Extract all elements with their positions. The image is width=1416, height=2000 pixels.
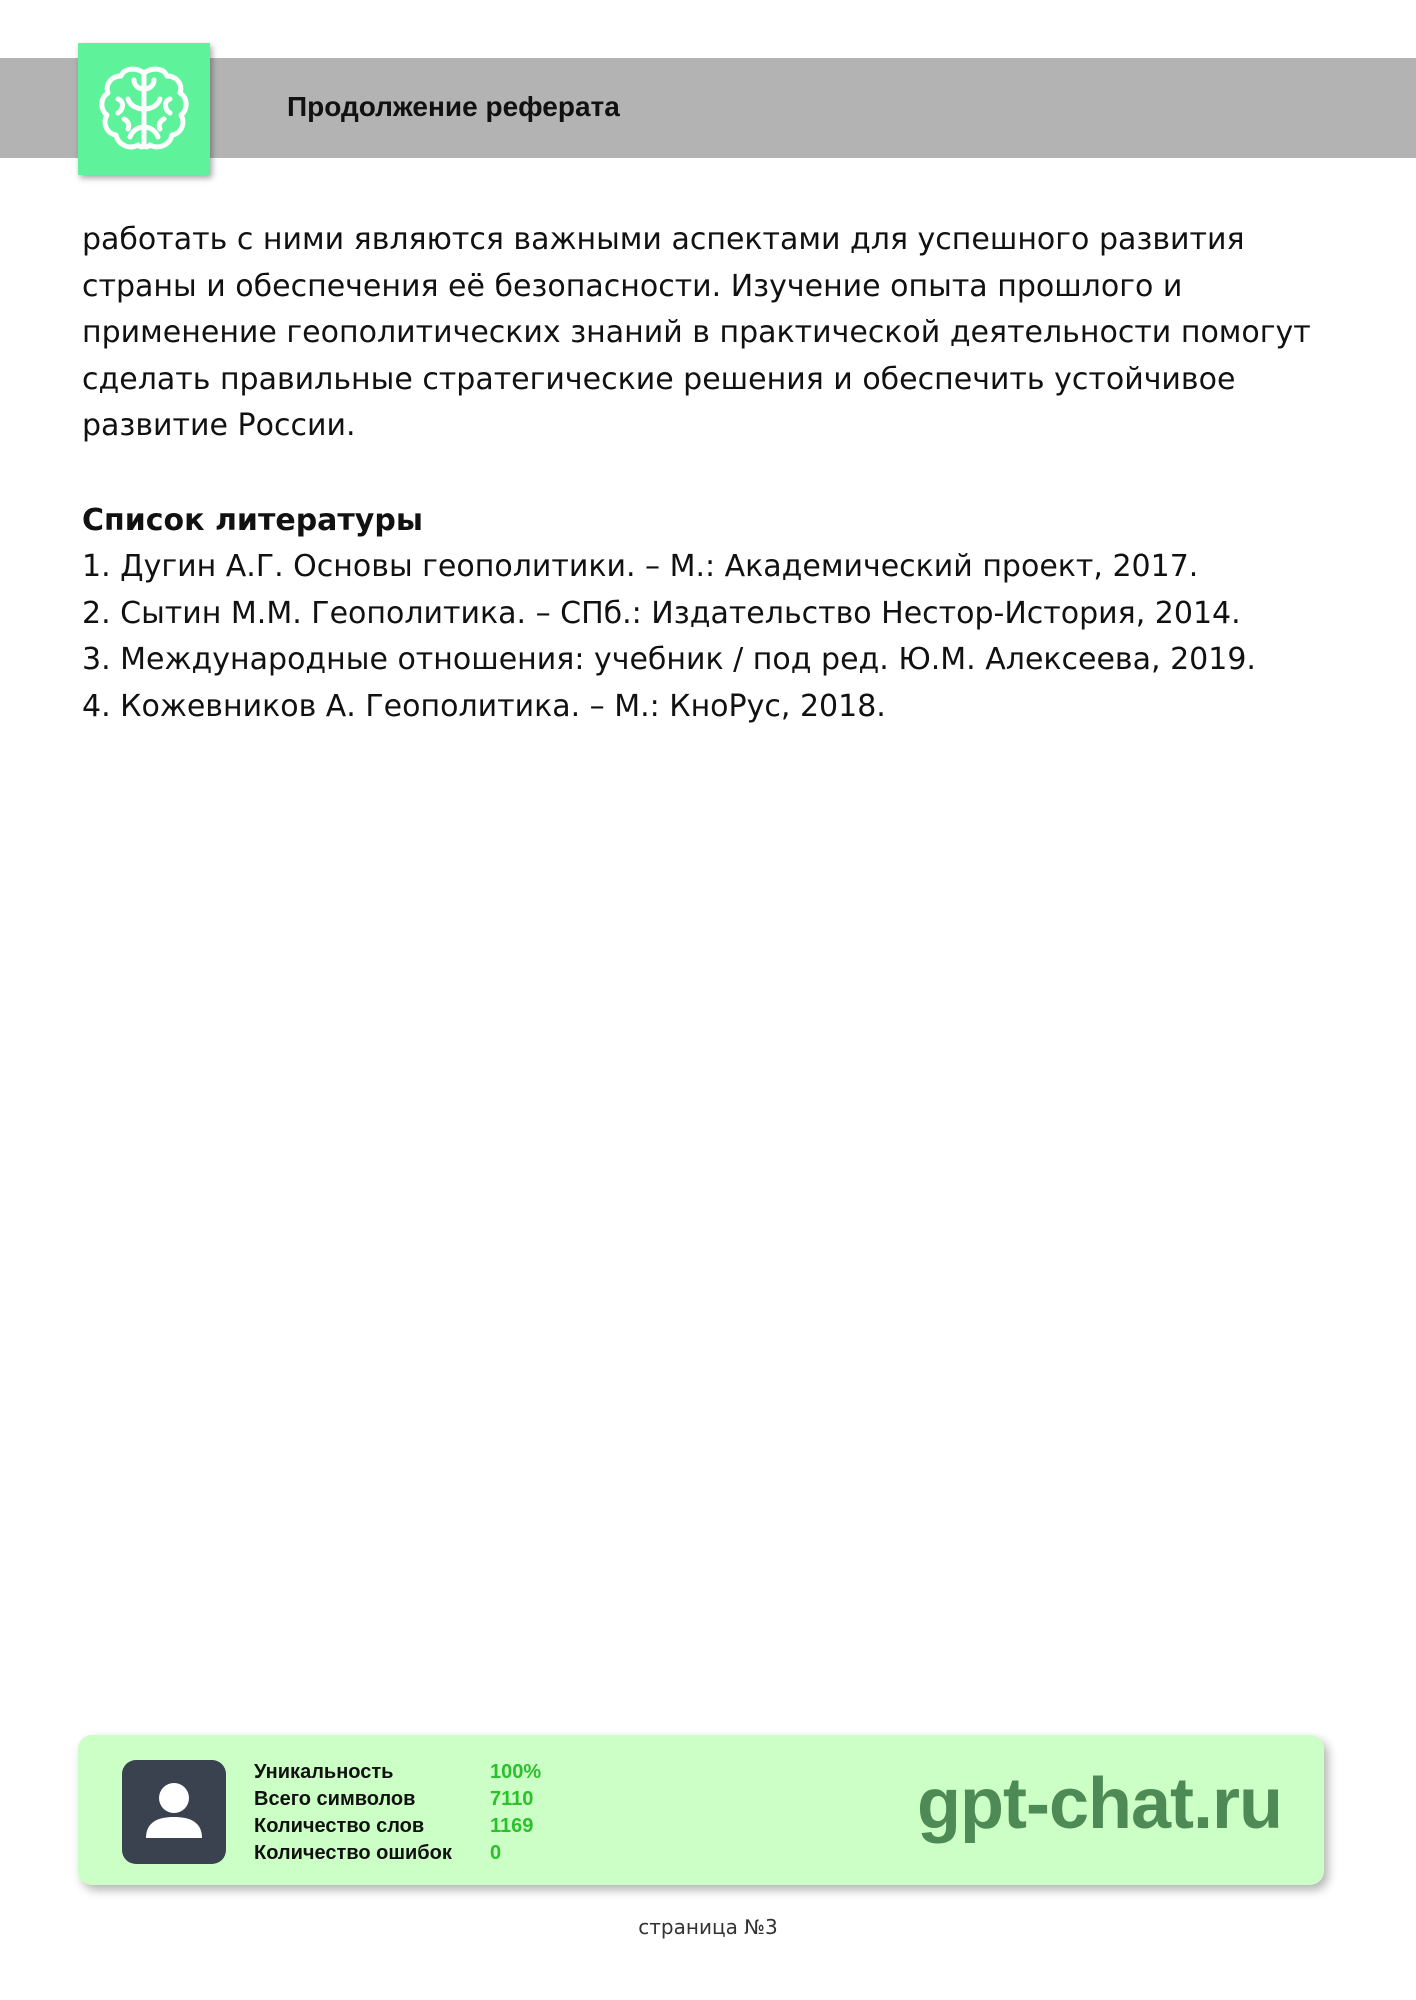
- references-list: [82, 544, 1256, 730]
- body-line: страны и обеспечения её безопасности. Изучение опыта прошлого и: [82, 268, 1183, 304]
- reference-item: 4. Кожевников А. Геополитика. – М.: КноРус, 2018.: [82, 688, 886, 724]
- body-line: применение геополитических знаний в практической деятельности помогут: [82, 315, 1311, 350]
- stat-row-errors: [254, 1840, 541, 1867]
- stat-label: Количество ошибок: [254, 1842, 452, 1864]
- stat-value: 1169: [490, 1815, 534, 1837]
- reference-item: 3. Международные отношения: учебник / под ред. Ю.М. Алексеева, 2019.: [82, 642, 1256, 677]
- stat-label: Количество слов: [254, 1815, 425, 1837]
- brain-icon: [94, 59, 194, 159]
- header-bar: [0, 58, 1416, 158]
- stat-label: Уникальность: [254, 1761, 394, 1783]
- user-icon: [122, 1760, 226, 1864]
- reference-item: 2. Сытин М.М. Геополитика. – СПб.: Издательство Нестор-История, 2014.: [82, 595, 1241, 631]
- avatar: [122, 1760, 226, 1864]
- stat-row-uniqueness: [254, 1759, 541, 1786]
- logo: [78, 43, 210, 175]
- body-line: развитие России.: [82, 408, 356, 443]
- stat-value: 0: [490, 1842, 502, 1864]
- stat-row-characters: [254, 1786, 541, 1813]
- stats-table: [254, 1759, 541, 1867]
- body-paragraph: [82, 217, 1342, 450]
- stat-value: 7110: [490, 1788, 534, 1810]
- body-line: работать с ними являются важными аспектами для успешного развития: [82, 222, 1245, 257]
- page-number: страница №3: [638, 1915, 778, 1939]
- stat-row-words: [254, 1813, 541, 1840]
- stat-label: Всего символов: [254, 1788, 416, 1810]
- header-title: Продолжение реферата: [287, 91, 620, 122]
- stat-value: 100%: [490, 1761, 542, 1783]
- body-line: сделать правильные стратегические решения и обеспечить устойчивое: [82, 361, 1236, 397]
- references-heading: Список литературы: [82, 503, 423, 538]
- stats-panel: [78, 1735, 1324, 1885]
- reference-item: 1. Дугин А.Г. Основы геополитики. – М.: Академический проект, 2017.: [82, 549, 1199, 584]
- brand-link[interactable]: gpt-chat.ru: [917, 1764, 1282, 1844]
